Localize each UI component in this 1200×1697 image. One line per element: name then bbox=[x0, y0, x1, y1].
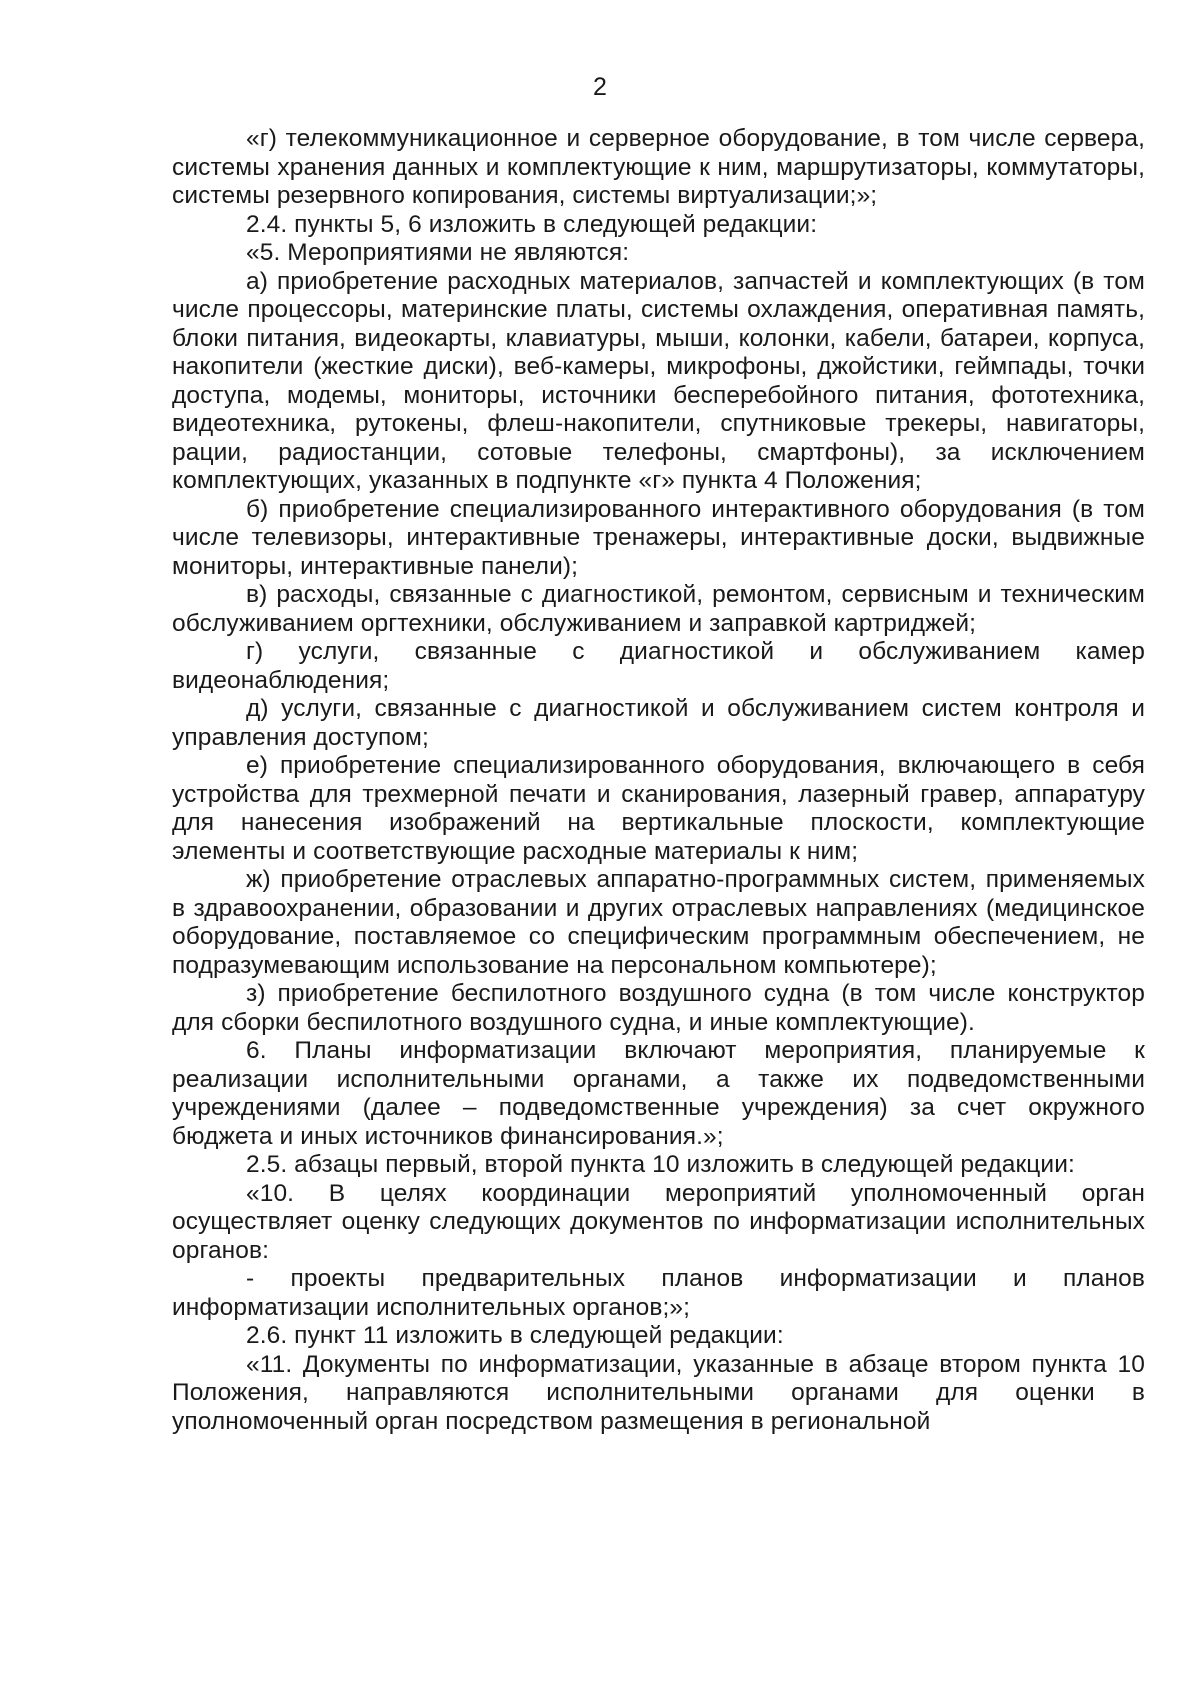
paragraph-5a: а) приобретение расходных материалов, запчастей и комплектующих (в том числе процессоры, материнские платы, системы охлаждения, оперативная память, блоки питания, видеокарты, клавиатуры, мыши, колонки, кабели, батареи, корпуса, накопители (жесткие диски), веб-камеры, микрофоны, джойстики, геймпады, точки доступа, модемы, мониторы, источники бесперебойного питания, фототехника, видеотехника, рутокены, флеш-накопители, спутниковые трекеры, навигаторы, рации, радиостанции, сотовые телефоны, смартфоны), за исключением комплектующих, указанных в подпункте «г» пункта 4 Положения; bbox=[172, 267, 1145, 494]
paragraph-2-5: 2.5. абзацы первый, второй пункта 10 изложить в следующей редакции: bbox=[246, 1151, 1075, 1178]
paragraph-2-4: 2.4. пункты 5, 6 изложить в следующей редакции: bbox=[246, 210, 818, 238]
paragraph-10-dash: - проекты предварительных планов информатизации и планов информатизации исполнительных органов;»; bbox=[172, 1265, 1145, 1321]
paragraph-5z: з) приобретение беспилотного воздушного судна (в том числе конструктор для сборки беспилотного воздушного судна, и иные комплектующие). bbox=[172, 980, 1145, 1036]
document-body bbox=[172, 125, 1145, 1436]
paragraph-5b: б) приобретение специализированного интерактивного оборудования (в том числе телевизоры, интерактивные тренажеры, интерактивные доски, выдвижные мониторы, интерактивные панели); bbox=[172, 495, 1145, 580]
paragraph-item-g-telecom: «г) телекоммуникационное и серверное оборудование, в том числе сервера, системы хранения данных и комплектующие к ним, маршрутизаторы, коммутаторы, системы резервного копирования, системы виртуализации;»; bbox=[172, 125, 1145, 209]
paragraph-5e: е) приобретение специализированного оборудования, включающего в себя устройства для трехмерной печати и сканирования, лазерный гравер, аппаратуру для нанесения изображений на вертикальные плоскости, комплектующие элементы и соответствующие расходные материалы к ним; bbox=[172, 752, 1145, 865]
paragraph-5v: в) расходы, связанные с диагностикой, ремонтом, сервисным и техническим обслуживанием оргтехники, обслуживанием и заправкой картриджей; bbox=[172, 581, 1145, 637]
page-number: 2 bbox=[593, 73, 607, 101]
paragraph-5zh: ж) приобретение отраслевых аппаратно-программных систем, применяемых в здравоохранении, образовании и других отраслевых направлениях (медицинское оборудование, поставляемое со специфическим программным обеспечением, не подразумевающим использование на персональном компьютере); bbox=[172, 866, 1145, 979]
paragraph-2-6: 2.6. пункт 11 изложить в следующей редакции: bbox=[246, 1322, 784, 1349]
paragraph-5g: г) услуги, связанные с диагностикой и обслуживанием камер видеонаблюдения; bbox=[172, 638, 1145, 694]
paragraph-5-heading: «5. Мероприятиями не являются: bbox=[246, 239, 630, 266]
paragraph-5d: д) услуги, связанные с диагностикой и обслуживанием систем контроля и управления доступом; bbox=[172, 695, 1145, 751]
paragraph-6: 6. Планы информатизации включают мероприятия, планируемые к реализации исполнительными органами, а также их подведомственными учреждениями (далее – подведомственные учреждения) за счет окружного бюджета и иных источников финансирования.»; bbox=[172, 1037, 1145, 1150]
paragraph-11: «11. Документы по информатизации, указанные в абзаце втором пункта 10 Положения, направляются исполнительными органами для оценки в уполномоченный орган посредством размещения в региональной bbox=[172, 1350, 1145, 1435]
paragraph-10: «10. В целях координации мероприятий уполномоченный орган осуществляет оценку следующих документов по информатизации исполнительных органов: bbox=[172, 1179, 1145, 1264]
